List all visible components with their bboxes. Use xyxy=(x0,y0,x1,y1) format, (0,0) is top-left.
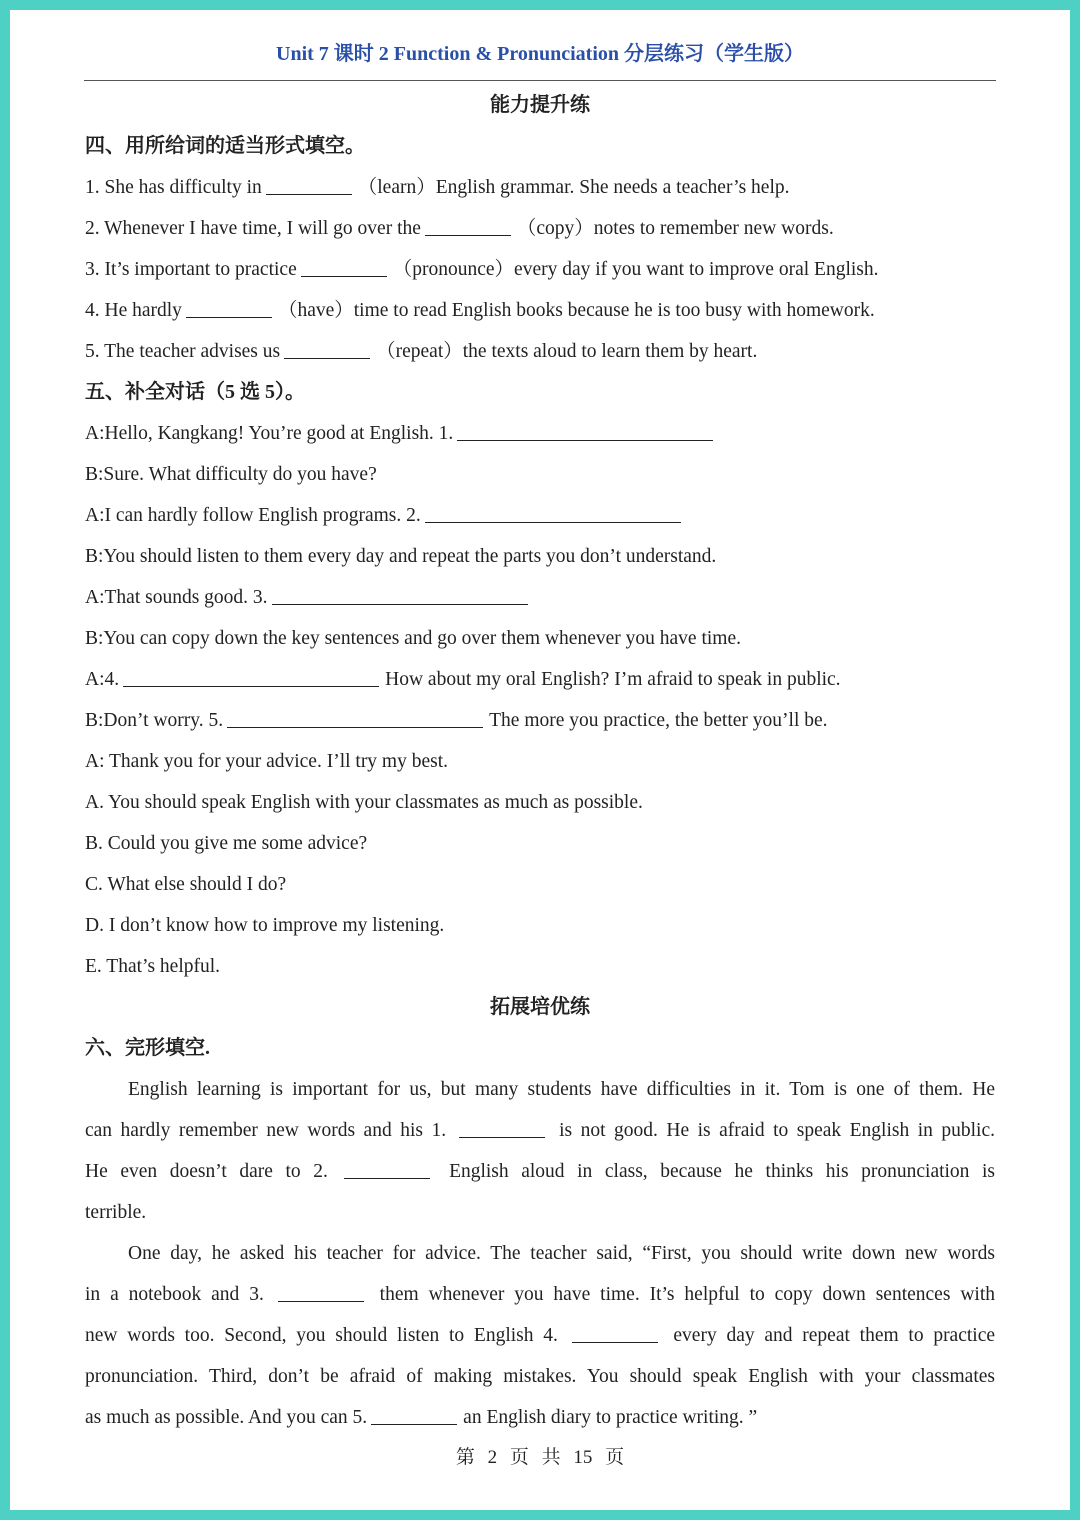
part4-item-5 xyxy=(85,331,995,372)
dialogue-line-9: A: Thank you for your advice. I’ll try my best. xyxy=(85,751,449,772)
cloze-text: is not good. He is afraid to speak English in public. xyxy=(559,1120,996,1141)
cloze-line: terrible. xyxy=(85,1202,147,1223)
document-page xyxy=(10,10,1070,1510)
cloze-line: pronunciation. Third, don’t be afraid of making mistakes. You should speak English with your classmates xyxy=(85,1366,995,1387)
page-header: Unit 7 课时 2 Function & Pronunciation 分层练习（学生版） xyxy=(276,43,804,65)
cloze-line: One day, he asked his teacher for advice. The teacher said, “First, you should write down new words xyxy=(128,1243,995,1264)
part4-item-1 xyxy=(85,167,995,208)
dialogue-text: A:That sounds good. 3. xyxy=(85,587,268,608)
answer-blank[interactable] xyxy=(272,584,528,605)
option-a: A. You should speak English with your classmates as much as possible. xyxy=(85,792,643,813)
dialogue-line-6: B:You can copy down the key sentences and go over them whenever you have time. xyxy=(85,628,741,649)
option-c: C. What else should I do? xyxy=(85,874,287,895)
dialogue-text: A:I can hardly follow English programs. 2. xyxy=(85,505,421,526)
cloze-line xyxy=(85,1110,995,1151)
dialogue-text: The more you practice, the better you’ll be. xyxy=(489,710,828,731)
answer-blank[interactable] xyxy=(278,1281,364,1302)
answer-blank[interactable] xyxy=(572,1322,658,1343)
answer-blank[interactable] xyxy=(186,297,272,318)
dialogue-text: A:Hello, Kangkang! You’re good at English. 1. xyxy=(85,423,454,444)
item-text: 1. She has difficulty in xyxy=(85,177,262,198)
item-text: 2. Whenever I have time, I will go over the xyxy=(85,218,421,239)
item-text: （learn）English grammar. She needs a teacher’s help. xyxy=(357,177,790,198)
dialogue-line-1 xyxy=(85,413,995,454)
option-b: B. Could you give me some advice? xyxy=(85,833,368,854)
item-text: （pronounce）every day if you want to improve oral English. xyxy=(392,259,879,280)
answer-blank[interactable] xyxy=(457,420,713,441)
item-text: （copy）notes to remember new words. xyxy=(516,218,834,239)
dialogue-line-2: B:Sure. What difficulty do you have? xyxy=(85,464,377,485)
answer-blank[interactable] xyxy=(459,1117,545,1138)
item-text: （repeat）the texts aloud to learn them by heart. xyxy=(376,341,758,362)
dialogue-line-5 xyxy=(85,577,995,618)
section-title-extend: 拓展培优练 xyxy=(490,996,590,1018)
part4-item-4 xyxy=(85,290,995,331)
cloze-text: He even doesn’t dare to 2. xyxy=(85,1161,328,1182)
dialogue-line-7 xyxy=(85,659,995,700)
cloze-text: English aloud in class, because he thinks his pronunciation is xyxy=(449,1161,996,1182)
answer-blank[interactable] xyxy=(301,256,387,277)
section-title-ability: 能力提升练 xyxy=(490,94,590,116)
dialogue-text: A:4. xyxy=(85,669,120,690)
dialogue-text: How about my oral English? I’m afraid to speak in public. xyxy=(385,669,841,690)
answer-blank[interactable] xyxy=(266,174,352,195)
cloze-text: as much as possible. And you can 5. xyxy=(85,1407,368,1428)
item-text: （have）time to read English books because he is too busy with homework. xyxy=(277,300,875,321)
cloze-text: can hardly remember new words and his 1. xyxy=(85,1120,447,1141)
page-number: 第 2 页 共 15 页 xyxy=(455,1447,625,1468)
part4-item-3 xyxy=(85,249,995,290)
cloze-text: new words too. Second, you should listen to English 4. xyxy=(85,1325,558,1346)
answer-blank[interactable] xyxy=(344,1158,430,1179)
part4-item-2 xyxy=(85,208,995,249)
header-divider xyxy=(84,80,996,81)
item-text: 3. It’s important to practice xyxy=(85,259,297,280)
cloze-line xyxy=(85,1274,995,1315)
cloze-text: every day and repeat them to practice xyxy=(673,1325,996,1346)
answer-blank[interactable] xyxy=(425,502,681,523)
option-e: E. That’s helpful. xyxy=(85,956,221,977)
cloze-line xyxy=(85,1315,995,1356)
answer-blank[interactable] xyxy=(425,215,511,236)
answer-blank[interactable] xyxy=(371,1404,457,1425)
item-text: 5. The teacher advises us xyxy=(85,341,281,362)
part6-title: 六、完形填空. xyxy=(85,1037,210,1059)
cloze-text: in a notebook and 3. xyxy=(85,1284,264,1305)
page-content xyxy=(85,85,995,1438)
part4-title: 四、用所给词的适当形式填空。 xyxy=(85,135,365,157)
answer-blank[interactable] xyxy=(123,666,379,687)
cloze-line: English learning is important for us, but many students have difficulties in it. Tom is one of them. He xyxy=(128,1079,995,1100)
dialogue-line-3 xyxy=(85,495,995,536)
item-text: 4. He hardly xyxy=(85,300,182,321)
option-d: D. I don’t know how to improve my listening. xyxy=(85,915,445,936)
dialogue-line-4: B:You should listen to them every day and repeat the parts you don’t understand. xyxy=(85,546,717,567)
dialogue-text: B:Don’t worry. 5. xyxy=(85,710,224,731)
cloze-text: them whenever you have time. It’s helpful to copy down sentences with xyxy=(379,1284,996,1305)
dialogue-line-8 xyxy=(85,700,995,741)
cloze-text: an English diary to practice writing. ” xyxy=(463,1407,758,1428)
answer-blank[interactable] xyxy=(227,707,483,728)
answer-blank[interactable] xyxy=(284,338,370,359)
part5-title: 五、补全对话（5 选 5）。 xyxy=(85,381,305,403)
cloze-line xyxy=(85,1151,995,1192)
cloze-line xyxy=(85,1397,995,1438)
